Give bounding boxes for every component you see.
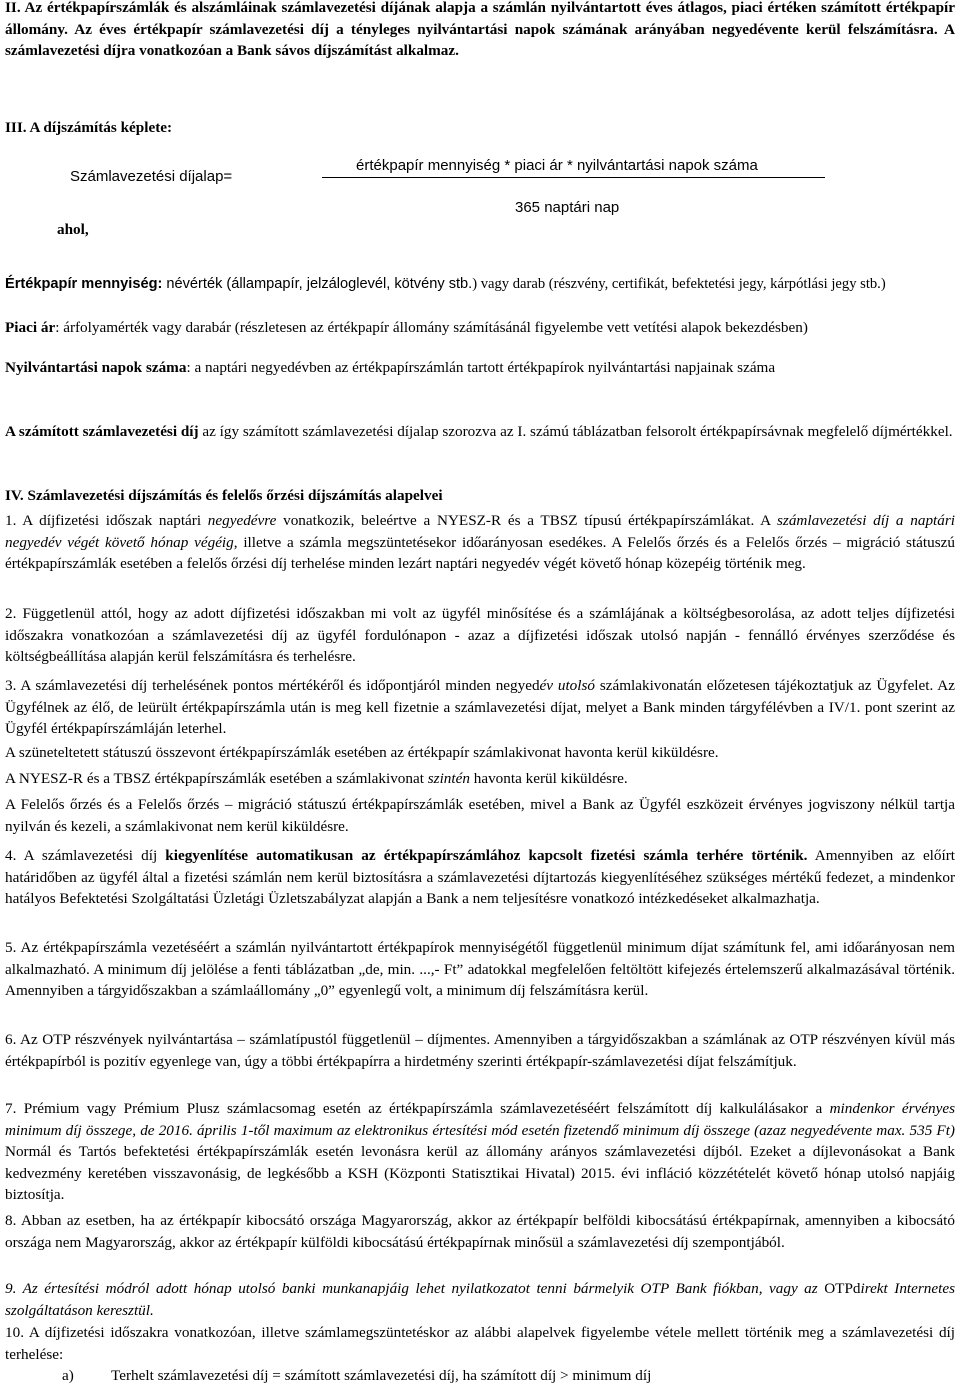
formula-denominator: 365 naptári nap — [515, 199, 620, 216]
list-label-a: a) — [62, 1367, 74, 1384]
list-item-a: Terhelt számlavezetési díj = számított számlavezetési díj, ha számított díj > minimum díj — [111, 1367, 652, 1384]
fraction-line — [322, 177, 825, 178]
section-3-heading: III. A díjszámítás képlete: — [5, 119, 173, 136]
definition-days-term: Nyilvántartási napok — [5, 359, 146, 376]
suspended-accounts-paragraph: A szüneteltetett státuszú összevont értékpapírszámlák esetében az értékpapír számlakivonat havonta kerül kiküldésre. — [5, 744, 719, 761]
section-4-item-10: 10. A díjfizetési időszakra vonatkozóan, illetve számlamegszüntetéskor az alábbi alapelvek figyelembe vétele mellett történik meg a számlavezetési díj terhelése: — [5, 1324, 955, 1363]
section-4-item-7: 7. Prémium vagy Prémium Plusz számlacsomag esetén az értékpapírszámla számlavezetéséért felszámított díj kalkulálásakor a mindenkor érvényes minimum díj összege, de 2016. április 1-től maximum az elektronikus értesítési mód esetén fizetendő minimum díj összege (azaz negyedévente max. 535 Ft) Normál és Tartós befektetési értékpapírszámlák esetén levonásra kerül az állomány arányos számlavezetési díjból. Ezeket a díjlevonásokat a Bank kedvezmény keretében visszavonásig, de legkésőbb a KSH (Központi Statisztikai Hivatal) 2015. évi infláció közzétételét követő hónap utolsó napjáig biztosítja. — [5, 1100, 955, 1203]
section-4-item-4: 4. A számlavezetési díj kiegyenlítése automatikusan az értékpapírszámlához kapcsolt fizetési számla terhére történik. Amennyiben az előírt határidőben az ügyfél által a fizetési számlán nem kerül biztosításra a számlavezetési díjtartozás kiegyenlítéséhez szükséges mértékű fedezet, a mindenkor hatályos Befektetési Szolgáltatási Üzletági Üzletszabályzat alapján a Bank a nem teljesítésre vonatkozó intézkedéseket alkalmazhatja. — [5, 847, 955, 907]
definition-days: Nyilvántartási napok száma: a naptári negyedévben az értékpapírszámlán tartott értékpapírok nyilvántartási napjainak száma — [5, 359, 776, 376]
formula-lhs: Számlavezetési díjalap= — [70, 168, 233, 185]
definition-quantity-term: Értékpapír mennyiség: — [5, 276, 163, 292]
section-4-item-6: 6. Az OTP részvények nyilvántartása – számlatípustól függetlenül – díjmentes. Amennyiben a tárgyidőszakban a számlának az OTP részvényen kívül más értékpapírból is pozitív egyenlege van, úgy a többi értékpapírra a hirdetmény szerinti értékpapír-számlavezetési díjat felszámítjuk. — [5, 1031, 955, 1070]
section-4-item-9: 9. Az értesítési módról adott hónap utolsó banki munkanapjáig lehet nyilatkozatot tenni bármelyik OTP Bank fiókban, vagy az OTPdirekt Internetes szolgáltatáson keresztül. — [5, 1280, 955, 1319]
definition-price: Piaci ár: árfolyamérték vagy darabár (részletesen az értékpapír állomány számításánál figyelembe vett vetítési alapok bekezdésben) — [5, 319, 808, 336]
section-2-paragraph: II. Az értékpapírszámlák és alszámláinak számlavezetési díjának alapja a számlán nyilvántartott éves átlagos, piaci értéken számított értékpapír állomány. Az éves értékpapír számlavezetési díj a tényleges nyilvántartási napok számának arányában negyedévente kerül felszámításra. A számlavezetési díjra vonatkozóan a Bank sávos díjszámítást alkalmaz. — [5, 0, 955, 59]
definition-price-term: Piaci ár — [5, 319, 56, 336]
section-4-item-8: 8. Abban az esetben, ha az értékpapír kibocsátó országa Magyarország, akkor az értékpapír belföldi kibocsátású értékpapírnak, amennyiben a kibocsátó országa nem Magyarország, akkor az értékpapír külföldi kibocsátású értékpapírnak minősül a számlavezetési díj szempontjából. — [5, 1212, 955, 1251]
section-4-item-5: 5. Az értékpapírszámla vezetéséért a számlán nyilvántartott értékpapírok mennyiségétől függetlenül minimum díjat számítunk fel, ami időarányosan nem alkalmazható. A minimum díj jelölése a fenti táblázatban „de, min. ...,- Ft” adatokkal megfelelően feltöltött kifejezés értelemszerű alkalmazásával történik. Amennyiben a tárgyidőszakban a számlaállomány „0” egyenlegű volt, a minimum díj felszámításra kerül. — [5, 939, 955, 999]
section-4-item-3: 3. A számlavezetési díj terhelésének pontos mértékéről és időpontjáról minden negyedév utolsó számlakivonatán előzetesen tájékoztatjuk az Ügyfelet. Az Ügyfélnek az élő, de leürült értékpapírszámla után is meg kell fizetnie a számlavezetési díjat, melyet a Bank minden tárgyfélévben a IV/1. pont szerint az Ügyfél értékpapírszámláján leterhel. — [5, 677, 955, 737]
custody-paragraph: A Felelős őrzés és a Felelős őrzés – migráció státuszú értékpapírszámlák esetében, mivel a Bank az Ügyfél eszközeit érvényes jogviszony nélkül tartja nyilván és kezeli, a számlakivonat nem kerül kiküldésre. — [5, 796, 955, 835]
section-4-item-2: 2. Függetlenül attól, hogy az adott díjfizetési időszakban mi volt az ügyfél minősítése és a számlájának a költségbesorolása, az adott teljes díjfizetési időszakra vonatkozóan a számlavezetési díj az ügyfél fordulónapon - azaz a díjfizetési időszak utolsó napján - fennálló érvényes szerződése és költségbeállítása alapján kerül felszámításra és terhelésre. — [5, 605, 955, 665]
calculated-fee-paragraph: A számított számlavezetési díj az így számított számlavezetési díjalap szorozva az I. számú táblázatban felsorolt értékpapírsávnak megfelelő díjmértékkel. — [5, 423, 953, 440]
where-label: ahol, — [57, 221, 89, 238]
formula-numerator: értékpapír mennyiség * piaci ár * nyilvántartási napok száma — [356, 157, 758, 174]
definition-quantity: Értékpapír mennyiség: névérték (állampapír, jelzáloglevél, kötvény stb.) vagy darab (részvény, certifikát, befektetési jegy, kárpótlási jegy stb.) — [5, 276, 886, 292]
section-4-item-1: 1. A díjfizetési időszak naptári negyedévre vonatkozik, beleértve a NYESZ-R és a TBSZ típusú értékpapírszámlákat. A számlavezetési díj a naptári negyedév végét követő hónap végéig, illetve a számla megszüntetésekor időarányosan esedékes. A Felelős őrzés és a Felelős őrzés – migráció státuszú értékpapírszámlák esetében a felelős őrzési díj terhelése minden lezárt naptári negyedév végét követő hónap közepéig történik meg. — [5, 512, 955, 572]
nyesz-tbsz-paragraph: A NYESZ-R és a TBSZ értékpapírszámlák esetében a számlakivonat szintén havonta kerül kiküldésre. — [5, 770, 628, 787]
section-4-heading: IV. Számlavezetési díjszámítás és felelős őrzési díjszámítás alapelvei — [5, 487, 443, 504]
